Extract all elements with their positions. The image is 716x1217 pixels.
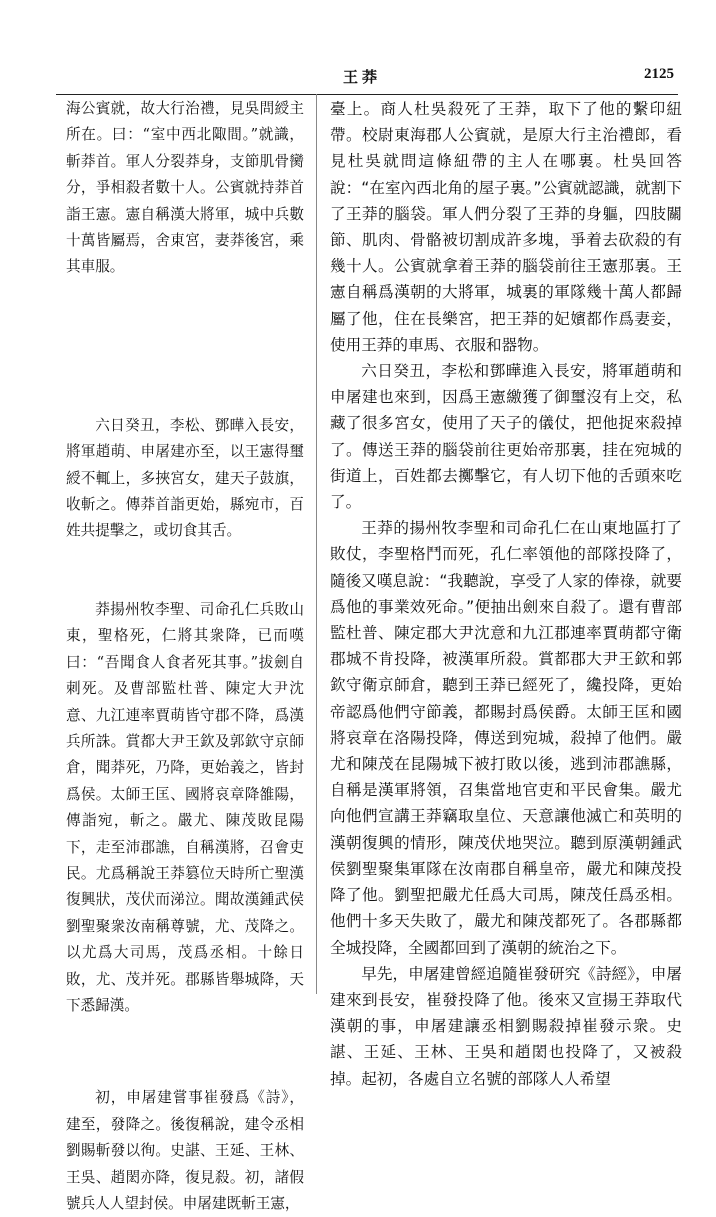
page-number: 2125 (644, 66, 674, 82)
header-rule (56, 94, 678, 95)
translation-paragraph-2: 六日癸丑，李松和鄧曄進入長安，將軍趙萌和申屠建也來到，因爲王憲繳獲了御璽沒有上交，私藏了很多宮女，使用了天子的儀仗，把他捉來殺掉了。傳送王莽的腦袋前往更始帝那裏，挂在宛城的街道上，百姓都去擲擊它，有人切下他的舌頭來吃了。 (330, 362, 682, 512)
running-title: 王莽 (342, 68, 381, 86)
original-paragraph-3: 莽揚州牧李聖、司命孔仁兵敗山東，聖格死，仁將其衆降，已而嘆曰：“吾聞食人食者死其事。”拔劍自刺死。及曹部監杜普、陳定大尹沈意、九江連率賈萌皆守郡不降，爲漢兵所誅。賞都大尹王欽及郭欽守京師倉，聞莽死，乃降，更始義之，皆封爲侯。太師王匡、國將哀章降雒陽，傳詣宛，斬之。嚴尤、陳茂敗昆陽下，走至沛郡譙，自稱漢將，召會吏民。尤爲稱說王莽篡位天時所亡聖漢復興狀，茂伏而涕泣。聞故漢鍾武侯劉聖聚衆汝南稱尊號，尤、茂降之。以尤爲大司馬，茂爲丞相。十餘日敗，尤、茂并死。郡縣皆舉城降，天下悉歸漢。 (66, 600, 304, 1014)
original-paragraph-4: 初，申屠建嘗事崔發爲《詩》，建至，發降之。後復稱說，建令丞相劉賜斬發以徇。史諶、王延、王林、王吳、趙閎亦降，復見殺。初，諸假號兵人人望封侯。申屠建既斬王憲， (66, 1089, 304, 1212)
original-text-column (66, 96, 304, 1217)
original-paragraph-2: 六日癸丑，李松、鄧曄入長安，將軍趙萌、申屠建亦至，以王憲得璽綬不輒上，多挾宮女，建天子鼓旗，收斬之。傳莽首詣更始，縣宛市，百姓共提擊之，或切食其舌。 (66, 416, 304, 540)
paragraph-gap (66, 545, 304, 597)
column-divider (316, 94, 317, 994)
translation-paragraph-1: 臺上。商人杜吳殺死了王莽，取下了他的繫印紐帶。校尉東海郡人公賓就，是原大行主治禮郎，看見杜吳就問這條紐帶的主人在哪裏。杜吳回答說：“在室內西北角的屋子裏。”公賓就認識，就割下了王莽的腦袋。軍人們分裂了王莽的身軀，四肢關節、肌肉、骨骼被切割成許多塊，爭着去砍殺的有幾十人。公賓就拿着王莽的腦袋前往王憲那裏。王憲自稱爲漢朝的大將軍，城裏的軍隊幾十萬人都歸屬了他，住在長樂宮，把王莽的妃嬪都作爲妻妾，使用王莽的車馬、衣服和器物。 (330, 100, 682, 354)
paragraph-gap (66, 281, 304, 413)
paragraph-gap (66, 1019, 304, 1085)
translation-paragraph-4: 早先，申屠建曾經追隨崔發研究《詩經》，申屠建來到長安，崔發投降了他。後來又宣揚王莽取代漢朝的事，申屠建讓丞相劉賜殺掉崔發示衆。史諶、王延、王林、王吳和趙閎也投降了，又被殺掉。起初，各處自立名號的部隊人人希望 (330, 964, 682, 1088)
original-paragraph-1: 海公賓就，故大行治禮，見吳問綬主所在。曰：“室中西北陬間。”就識，斬莽首。軍人分裂莽身，支節肌骨臠分，爭相殺者數十人。公賓就持莽首詣王憲。憲自稱漢大將軍，城中兵數十萬皆屬焉，舍東宮，妻莽後宮，乘其車服。 (66, 100, 304, 276)
page-header (42, 66, 682, 88)
translation-paragraph-3: 王莽的揚州牧李聖和司命孔仁在山東地區打了敗仗，李聖格鬥而死，孔仁率領他的部隊投降了，隨後又嘆息說：“我聽說，享受了人家的俸祿，就要爲他的事業效死命。”便抽出劍來自殺了。還有曹部監杜普、陳定郡大尹沈意和九江郡連率賈萌都守衛郡城不肯投降，被漢軍所殺。賞都郡大尹王欽和郭欽守衛京師倉，聽到王莽已經死了，纔投降，更始帝認爲他們守節義，都賜封爲侯爵。太師王匡和國將哀章在洛陽投降，傳送到宛城，殺掉了他們。嚴尤和陳茂在昆陽城下被打敗以後，逃到沛郡譙縣，自稱是漢軍將領，召集當地官吏和平民會集。嚴尤向他們宣講王莽竊取皇位、天意讓他滅亡和英明的漢朝復興的情形，陳茂伏地哭泣。聽到原漢朝鍾武侯劉聖聚集軍隊在汝南郡自稱皇帝，嚴尤和陳茂投降了他。劉聖把嚴尤任爲大司馬，陳茂任爲丞相。他們十多天失敗了，嚴尤和陳茂都死了。各郡縣都全城投降，全國都回到了漢朝的統治之下。 (330, 519, 682, 957)
translation-column (330, 96, 682, 1092)
